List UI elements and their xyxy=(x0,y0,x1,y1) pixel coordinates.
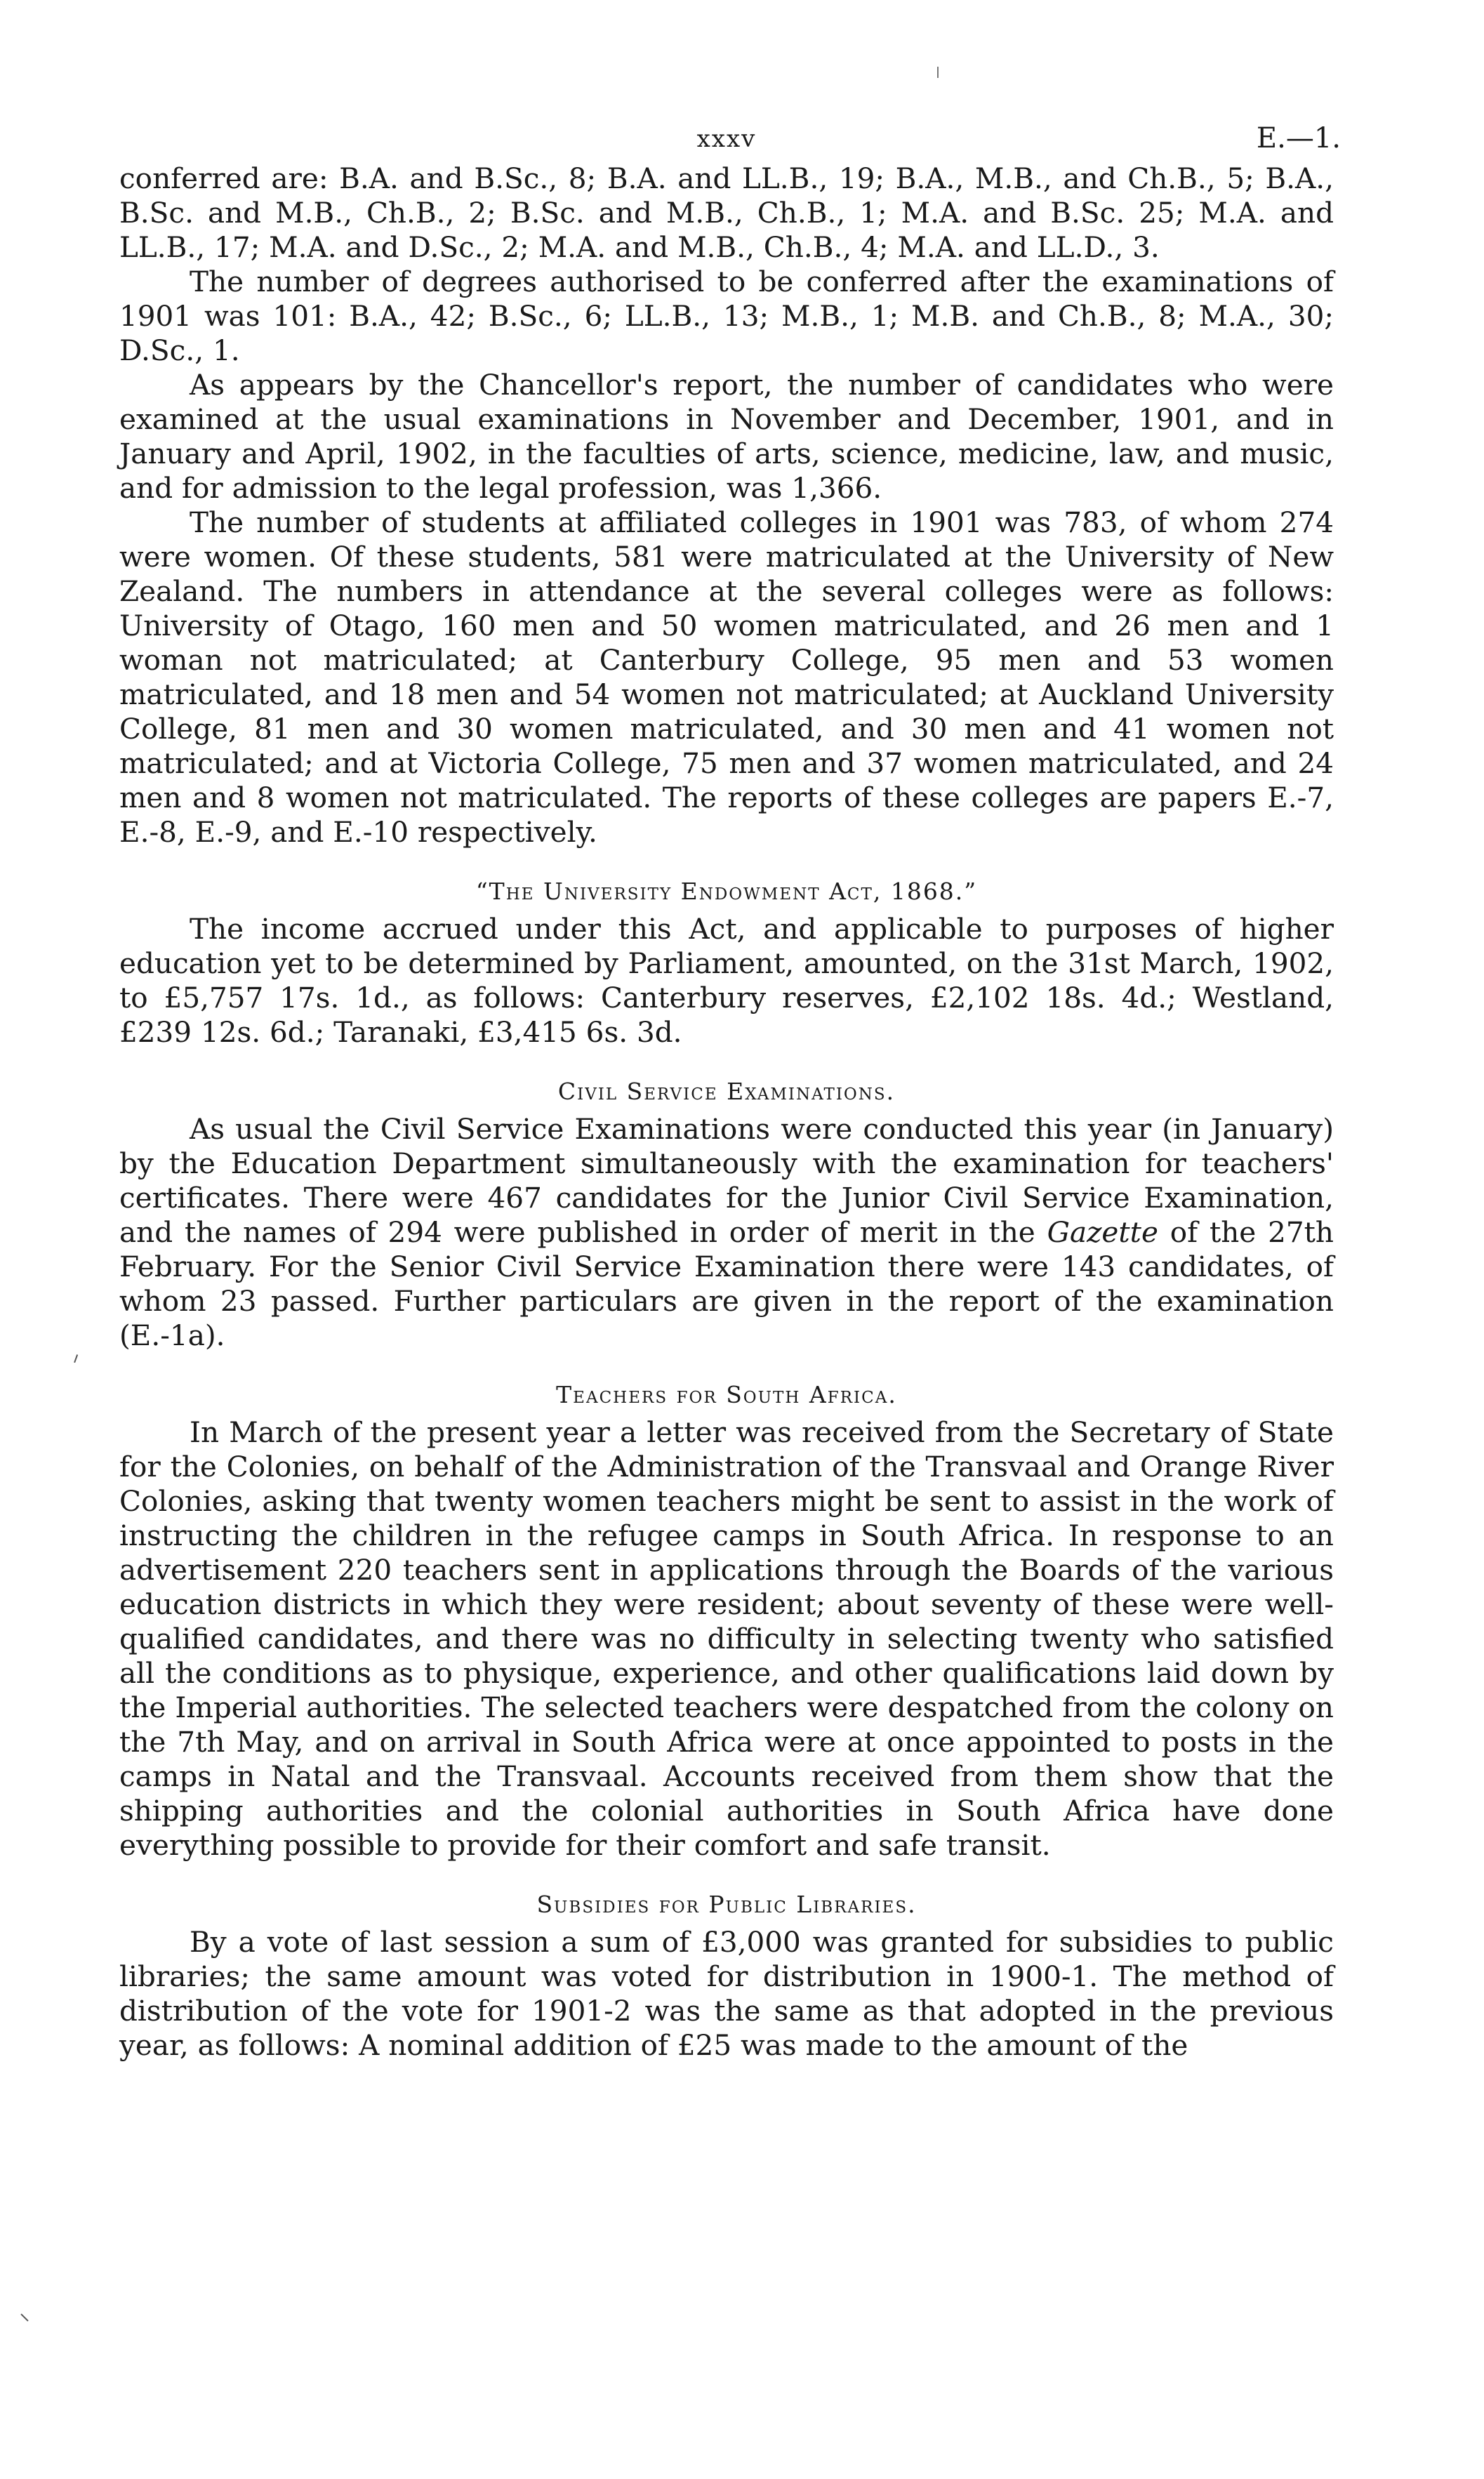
margin-mark xyxy=(74,1354,81,1364)
section-body: By a vote of last session a sum of £3,000 was granted for subsidies to public libraries; the same amount was voted for distribution in 1900-1. The method of distribution of the vote for 1901-2 was the same as that adopted in the previous year, as follows: A nominal addition of £25 was made to the amount of the xyxy=(119,1925,1334,2062)
section-heading: Civil Service Examinations. xyxy=(557,1078,896,1105)
section-endowment xyxy=(119,878,1334,1050)
margin-mark xyxy=(20,2313,28,2321)
section-teachers xyxy=(119,1381,1334,1863)
section-libraries xyxy=(119,1891,1334,2063)
paragraph-degrees-conferred: conferred are: B.A. and B.Sc., 8; B.A. and LL.B., 19; B.A., M.B., and Ch.B., 5; B.A., B.Sc. and M.B., Ch.B., 2; B.Sc. and M.B., Ch.B., 1; M.A. and B.Sc. 25; M.A. and LL.B., 17; M.A. and D.Sc., 2; M.A. and M.B., Ch.B., 4; M.A. and LL.D., 3. xyxy=(119,161,1334,264)
margin-mark xyxy=(937,67,939,78)
section-body: In March of the present year a letter was received from the Secretary of State for the Colonies, on behalf of the Administration of the Transvaal and Orange River Colonies, asking that twenty women teachers might be sent to assist in the work of instructing the children in the refugee camps in South Africa. In response to an advertisement 220 teachers sent in applications through the Boards of the various education districts in which they were resident; about seventy of these were well-qualified candidates, and there was no difficulty in selecting twenty who satisfied all the conditions as to physique, experience, and other qualifications laid down by the Imperial authorities. The selected teachers were despatched from the colony on the 7th May, and on arrival in South Africa were at once appointed to posts in the camps in Natal and the Transvaal. Accounts received from them show that the shipping authorities and the colonial authorities in South Africa have done everything possible to provide for their comfort and safe transit. xyxy=(119,1415,1334,1862)
page-number: xxxv xyxy=(696,125,757,153)
section-civil-service xyxy=(119,1078,1334,1353)
paragraph-candidates: As appears by the Chancellor's report, the number of candidates who were examined at the usual examinations in November and December, 1901, and in January and April, 1902, in the faculties of arts, science, medicine, law, and music, and for admission to the legal profession, was 1,366. xyxy=(119,368,1334,505)
document-page xyxy=(119,105,1341,2063)
body-text: As usual the Civil Service Examinations were conducted this year (in January) by the Education Department simultaneously with the examination for teachers' certificates. There were 467 candidates for the Junior Civil Service Examination, and the names of 294 were published in order of merit in the xyxy=(119,1112,1334,1249)
page-header xyxy=(119,105,1341,161)
section-body: The income accrued under this Act, and applicable to purposes of higher education yet to be determined by Parliament, amounted, on the 31st March, 1902, to £5,757 17s. 1d., as follows: Canterbury reserves, £2,102 18s. 4d.; Westland, £239 12s. 6d.; Taranaki, £3,415 6s. 3d. xyxy=(119,912,1334,1049)
paragraph-degrees-authorised: The number of degrees authorised to be conferred after the examinations of 1901 was 101: B.A., 42; B.Sc., 6; LL.B., 13; M.B., 1; M.B. and Ch.B., 8; M.A., 30; D.Sc., 1. xyxy=(119,265,1334,367)
paragraph-students: The number of students at affiliated colleges in 1901 was 783, of whom 274 were women. Of these students, 581 were matriculated at the University of New Zealand. The numbers in attendance at the several colleges were as follows: University of Otago, 160 men and 50 women matriculated, and 26 men and 1 woman not matriculated; at Canterbury College, 95 men and 53 women matriculated, and 18 men and 54 women not matriculated; at Auckland University College, 81 men and 30 women matriculated, and 30 men and 41 women not matriculated; and at Victoria College, 75 men and 37 women matriculated, and 24 men and 8 women not matriculated. The reports of these colleges are papers E.-7, E.-8, E.-9, and E.-10 respectively. xyxy=(119,505,1334,849)
section-heading: Subsidies for Public Libraries. xyxy=(536,1891,917,1918)
paper-reference: E.—1. xyxy=(1256,122,1341,154)
gazette-title: Gazette xyxy=(1047,1215,1158,1249)
body-text: of the 27th February. For the Senior Civil Service Examination there were 143 candidates, of whom 23 passed. Further particulars are given in the report of the examination (E.-1a). xyxy=(119,1215,1334,1352)
section-heading: “The University Endowment Act, 1868.” xyxy=(475,878,978,905)
intro-section xyxy=(119,161,1334,850)
section-body xyxy=(119,1112,1334,1353)
section-heading: Teachers for South Africa. xyxy=(556,1381,897,1408)
